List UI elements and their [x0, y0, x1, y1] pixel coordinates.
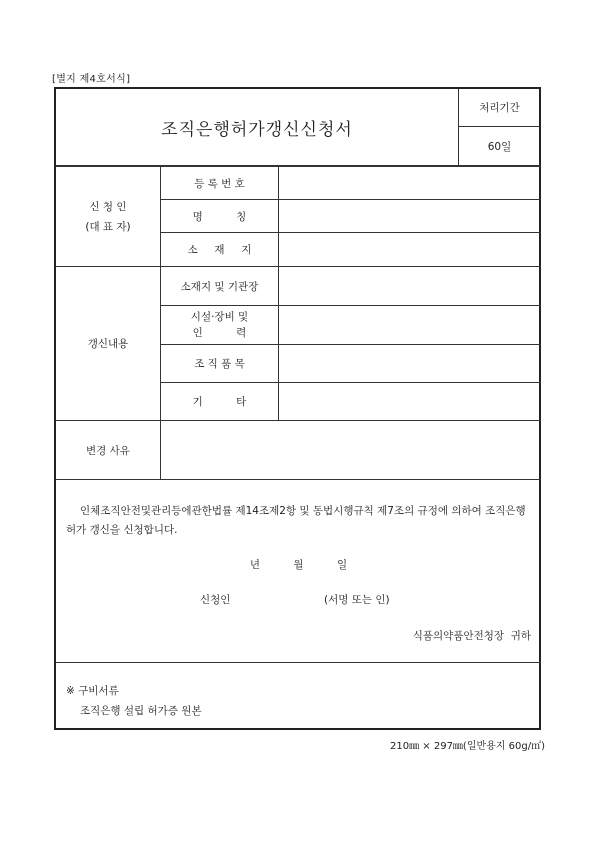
processing-period-value: 60일	[487, 140, 512, 153]
location-and-director-field[interactable]	[284, 276, 534, 296]
applicant-section-label: 신 청 인 (대 표 자)	[85, 200, 131, 233]
processing-period-label: 처리기간	[479, 101, 520, 114]
facilities-personnel-field[interactable]	[284, 315, 534, 335]
change-reason-field[interactable]	[168, 440, 533, 460]
facilities-personnel-label: 시설·장비 및 인 력	[190, 311, 249, 339]
name-label: 명 칭	[192, 210, 247, 223]
registration-number-field[interactable]	[284, 175, 534, 195]
required-documents-header: ※ 구비서류	[66, 685, 119, 697]
tissue-items-field[interactable]	[284, 354, 534, 374]
location-and-director-label: 소재지 및 기관장	[180, 280, 259, 293]
required-document-item: 조직은행 설립 허가증 원본	[80, 705, 202, 717]
date-line: 년 월 일	[249, 558, 348, 571]
paper-spec: 210㎜ × 297㎜(일반용지 60g/㎡)	[390, 741, 545, 752]
other-label: 기 타	[192, 396, 247, 408]
recipient: 식품의약품안전청장 귀하	[412, 630, 531, 642]
registration-number-label: 등 록 번 호	[194, 177, 245, 190]
tissue-items-label: 조 직 품 목	[194, 358, 245, 370]
application-statement: 인체조직안전및관리등에관한법률 제14조제2항 및 동법시행규칙 제7조의 규정에 의하여 조직은행 허가 갱신을 신청합니다.	[66, 505, 526, 536]
renewal-section-label: 갱신내용	[87, 338, 129, 350]
form-title: 조직은행허가갱신신청서	[161, 119, 353, 140]
applicant-signature-field[interactable]	[248, 592, 318, 606]
location-field[interactable]	[284, 241, 534, 261]
sign-or-seal-label: (서명 또는 인)	[324, 594, 390, 606]
location-label: 소 재 지	[187, 244, 252, 256]
name-field[interactable]	[284, 208, 534, 228]
form-number: [별지 제4호서식]	[52, 74, 131, 85]
other-field[interactable]	[284, 392, 534, 412]
change-reason-label: 변경 사유	[86, 444, 130, 457]
applicant-signature-label: 신청인	[200, 594, 231, 606]
